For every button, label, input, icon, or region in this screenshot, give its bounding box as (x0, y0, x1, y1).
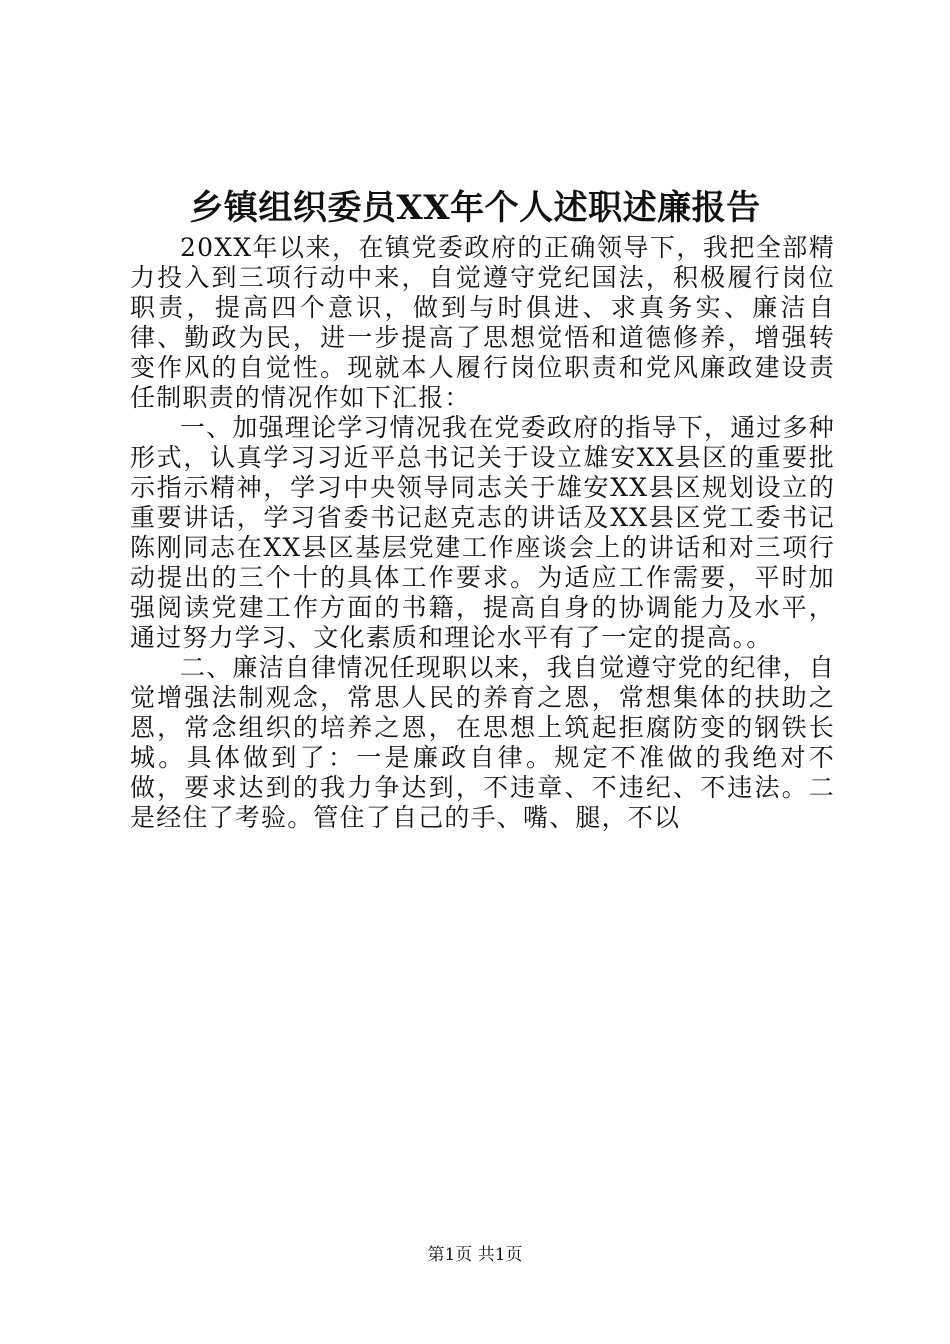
document-body (130, 233, 835, 833)
paragraph-intro: 20XX年以来，在镇党委政府的正确领导下，我把全部精力投入到三项行动中来，自觉遵守党纪国法，积极履行岗位职责，提高四个意识，做到与时俱进、求真务实、廉洁自律、勤政为民，进一步提高了思想觉悟和道德修养，增强转变作风的自觉性。现就本人履行岗位职责和党风廉政建设责任制职责的情况作如下汇报： (130, 233, 835, 412)
page-number-footer: 第1页 共1页 (427, 1245, 523, 1265)
paragraph-theory-study: 一、加强理论学习情况我在党委政府的指导下，通过多种形式，认真学习习近平总书记关于设立雄安XX县区的重要批示指示精神，学习中央领导同志关于雄安XX县区规划设立的重要讲话，学习省委书记赵克志的讲话及XX县区党工委书记陈刚同志在XX县区基层党建工作座谈会上的讲话和对三项行动提出的三个十的具体工作要求。为适应工作需要，平时加强阅读党建工作方面的书籍，提高自身的协调能力及水平，通过努力学习、文化素质和理论水平有了一定的提高。。 (130, 413, 836, 652)
document-title: 乡镇组织委员XX年个人述职述廉报告 (189, 188, 761, 228)
paragraph-self-discipline: 二、廉洁自律情况任现职以来，我自觉遵守党的纪律，自觉增强法制观念，常思人民的养育之恩，常想集体的扶助之恩，常念组织的培养之恩，在思想上筑起拒腐防变的钢铁长城。具体做到了：一是廉政自律。规定不准做的我绝对不做，要求达到的我力争达到，不违章、不违纪、不违法。二是经住了考验。管住了自己的手、嘴、腿，不以 (130, 653, 836, 832)
